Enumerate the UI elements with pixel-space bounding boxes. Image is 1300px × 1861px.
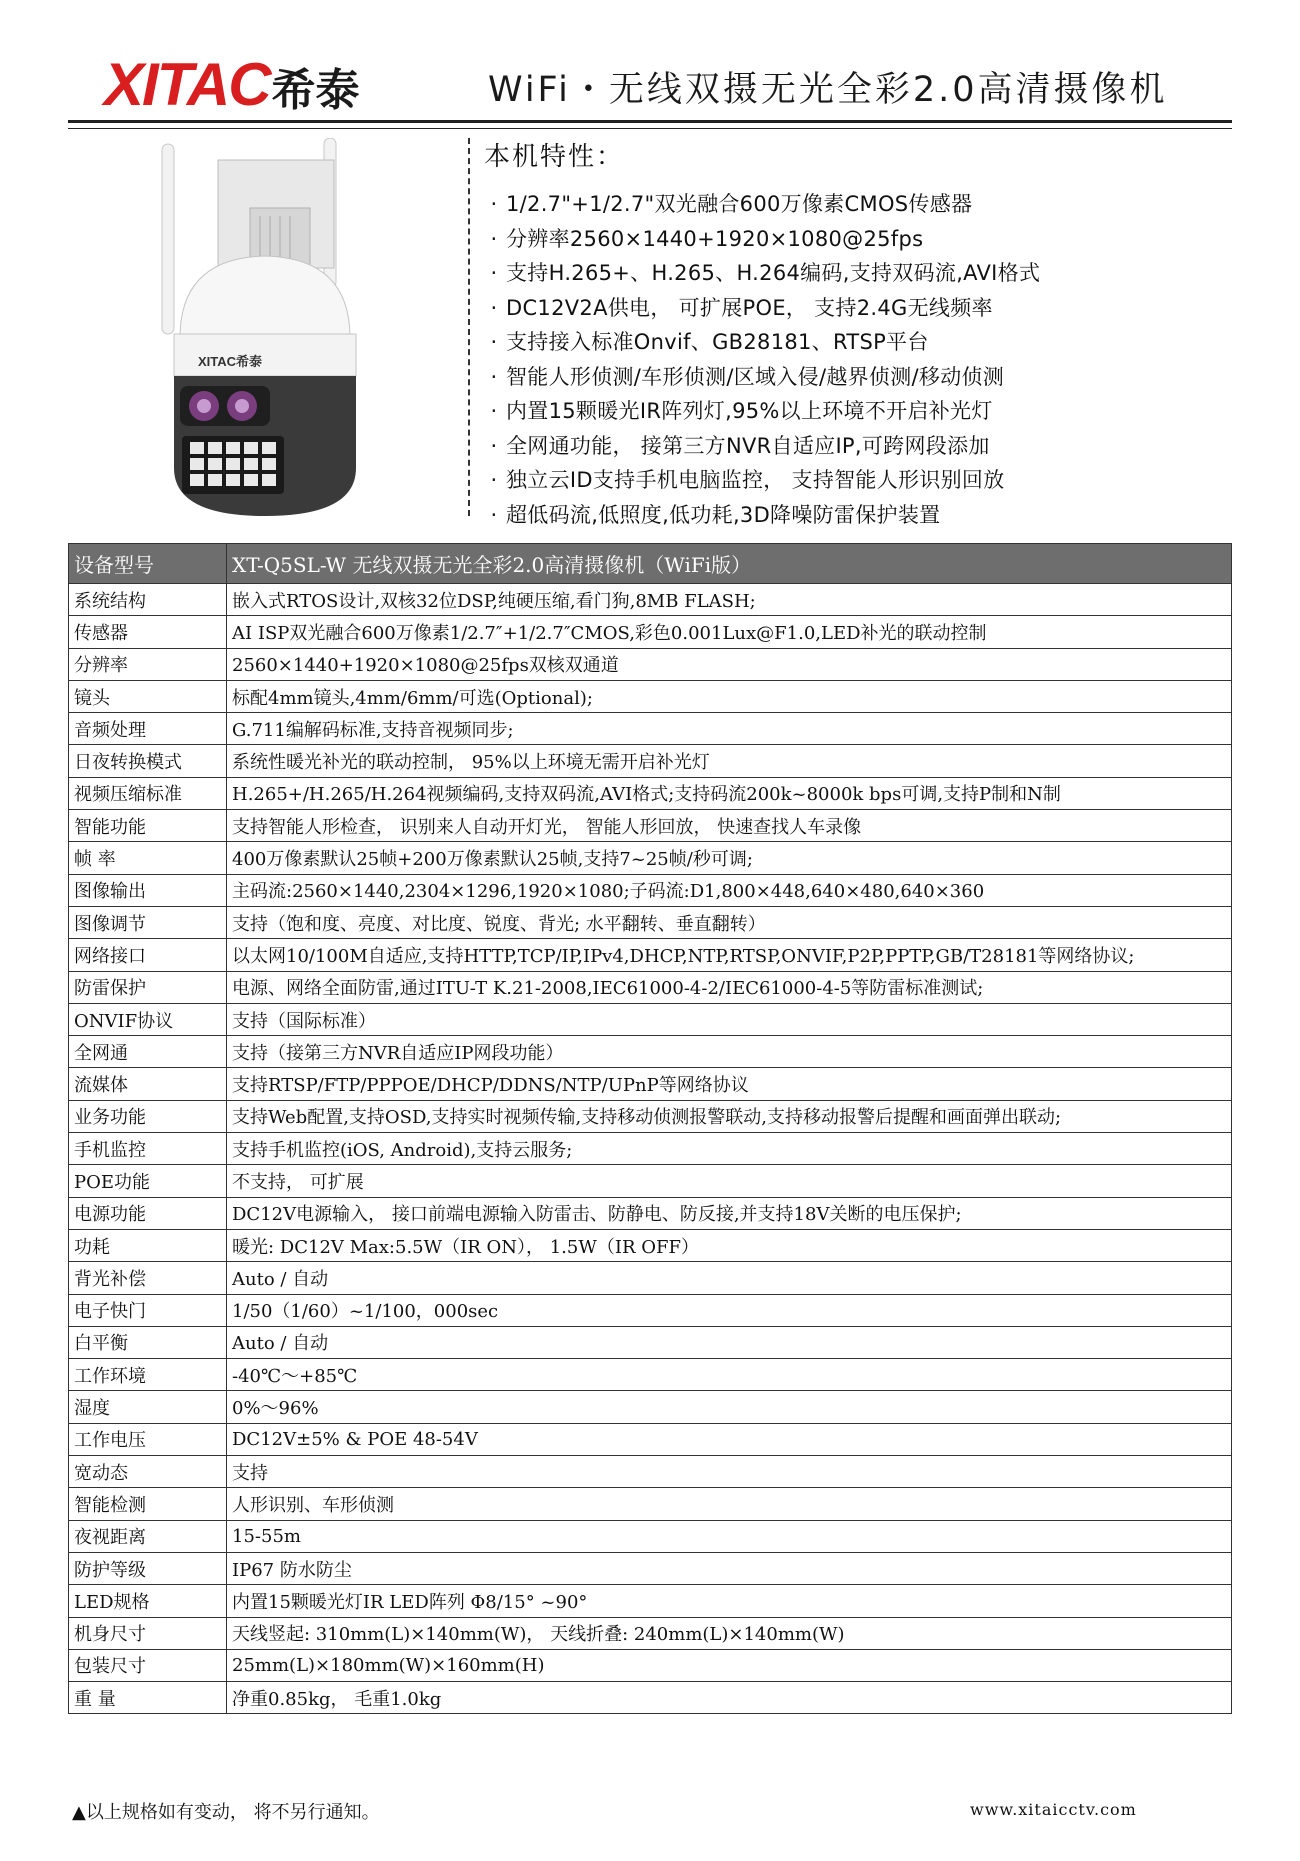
spec-key: 电子快门 bbox=[69, 1294, 227, 1326]
spec-value: G.711编解码标准,支持音视频同步; bbox=[227, 713, 1232, 745]
spec-value: -40℃～+85℃ bbox=[227, 1359, 1232, 1391]
spec-value: 支持Web配置,支持OSD,支持实时视频传输,支持移动侦测报警联动,支持移动报警后提醒和画面弹出联动; bbox=[227, 1100, 1232, 1132]
features-list bbox=[482, 187, 1202, 532]
spec-value: 25mm(L)×180mm(W)×160mm(H) bbox=[227, 1649, 1232, 1681]
spec-row bbox=[69, 584, 1232, 616]
spec-key: 镜头 bbox=[69, 680, 227, 712]
spec-value: 400万像素默认25帧+200万像素默认25帧,支持7~25帧/秒可调; bbox=[227, 842, 1232, 874]
spec-value: 主码流:2560×1440,2304×1296,1920×1080;子码流:D1,800×448,640×480,640×360 bbox=[227, 874, 1232, 906]
footer-url: www.xitaicctv.com bbox=[970, 1800, 1137, 1819]
spec-key: POE功能 bbox=[69, 1165, 227, 1197]
feature-item: · DC12V2A供电， 可扩展POE， 支持2.4G无线频率 bbox=[490, 295, 993, 320]
spec-key: 业务功能 bbox=[69, 1100, 227, 1132]
spec-key: 功耗 bbox=[69, 1229, 227, 1261]
spec-value: 人形识别、车形侦测 bbox=[227, 1488, 1232, 1520]
spec-row bbox=[69, 1003, 1232, 1035]
spec-key: 日夜转换模式 bbox=[69, 745, 227, 777]
features-heading: 本机特性： bbox=[484, 142, 625, 172]
spec-row bbox=[69, 713, 1232, 745]
spec-row bbox=[69, 1552, 1232, 1584]
spec-value: DC12V电源输入， 接口前端电源输入防雷击、防静电、防反接,并支持18V关断的电压保护; bbox=[227, 1197, 1232, 1229]
spec-key: 工作环境 bbox=[69, 1359, 227, 1391]
spec-value: 支持 bbox=[227, 1456, 1232, 1488]
spec-value: 支持（接第三方NVR自适应IP网段功能） bbox=[227, 1036, 1232, 1068]
spec-key: 机身尺寸 bbox=[69, 1617, 227, 1649]
brand-logo bbox=[104, 50, 360, 120]
spec-value: 支持手机监控(iOS, Android),支持云服务; bbox=[227, 1133, 1232, 1165]
spec-row bbox=[69, 1456, 1232, 1488]
spec-value: 0%～96% bbox=[227, 1391, 1232, 1423]
spec-row bbox=[69, 1100, 1232, 1132]
spec-value: IP67 防水防尘 bbox=[227, 1552, 1232, 1584]
spec-value: H.265+/H.265/H.264视频编码,支持双码流,AVI格式;支持码流200k~8000k bps可调,支持P制和N制 bbox=[227, 777, 1232, 809]
spec-key: 图像调节 bbox=[69, 906, 227, 938]
features-section bbox=[482, 136, 1202, 532]
spec-key: 工作电压 bbox=[69, 1423, 227, 1455]
spec-key: 全网通 bbox=[69, 1036, 227, 1068]
spec-row bbox=[69, 1682, 1232, 1714]
spec-key: 防雷保护 bbox=[69, 971, 227, 1003]
spec-key: 网络接口 bbox=[69, 939, 227, 971]
feature-item: · 全网通功能， 接第三方NVR自适应IP,可跨网段添加 bbox=[490, 433, 990, 458]
spec-key: 手机监控 bbox=[69, 1133, 227, 1165]
spec-key: 电源功能 bbox=[69, 1197, 227, 1229]
spec-value: 电源、网络全面防雷,通过ITU-T K.21-2008,IEC61000-4-2/IEC61000-4-5等防雷标准测试; bbox=[227, 971, 1232, 1003]
spec-row bbox=[69, 1326, 1232, 1358]
spec-value: 标配4mm镜头,4mm/6mm/可选(Optional); bbox=[227, 680, 1232, 712]
feature-item: · 独立云ID支持手机电脑监控， 支持智能人形识别回放 bbox=[490, 468, 1005, 492]
spec-key: 重 量 bbox=[69, 1682, 227, 1714]
spec-value: 支持（饱和度、亮度、对比度、锐度、背光; 水平翻转、垂直翻转） bbox=[227, 906, 1232, 938]
spec-row bbox=[69, 842, 1232, 874]
spec-row bbox=[69, 745, 1232, 777]
feature-item: · 支持接入标准Onvif、GB28181、RTSP平台 bbox=[490, 330, 929, 354]
feature-item: · 智能人形侦测/车形侦测/区域入侵/越界侦测/移动侦测 bbox=[490, 364, 1005, 389]
spec-key: 音频处理 bbox=[69, 713, 227, 745]
spec-table bbox=[68, 543, 1232, 1714]
spec-key: 包装尺寸 bbox=[69, 1649, 227, 1681]
spec-key: 系统结构 bbox=[69, 584, 227, 616]
spec-key: 湿度 bbox=[69, 1391, 227, 1423]
spec-value: Auto / 自动 bbox=[227, 1262, 1232, 1294]
spec-row bbox=[69, 1585, 1232, 1617]
feature-item: · 分辨率2560×1440+1920×1080@25fps bbox=[490, 226, 924, 251]
spec-value: 净重0.85kg， 毛重1.0kg bbox=[227, 1682, 1232, 1714]
spec-row bbox=[69, 1391, 1232, 1423]
camera-illustration bbox=[160, 138, 370, 518]
spec-value: 支持RTSP/FTP/PPPOE/DHCP/DDNS/NTP/UPnP等网络协议 bbox=[227, 1068, 1232, 1100]
spec-row bbox=[69, 680, 1232, 712]
page-title: WiFi・无线双摄无光全彩2.0高清摄像机 bbox=[488, 70, 1168, 110]
spec-row bbox=[69, 874, 1232, 906]
spec-value: 嵌入式RTOS设计,双核32位DSP,纯硬压缩,看门狗,8MB FLASH; bbox=[227, 584, 1232, 616]
spec-value: DC12V±5% & POE 48-54V bbox=[227, 1423, 1232, 1455]
spec-key: 分辨率 bbox=[69, 648, 227, 680]
spec-key: 白平衡 bbox=[69, 1326, 227, 1358]
spec-key: LED规格 bbox=[69, 1585, 227, 1617]
spec-row bbox=[69, 1262, 1232, 1294]
spec-row bbox=[69, 616, 1232, 648]
spec-header-key: 设备型号 bbox=[69, 544, 227, 584]
spec-key: 传感器 bbox=[69, 616, 227, 648]
spec-key: 帧 率 bbox=[69, 842, 227, 874]
spec-row bbox=[69, 1133, 1232, 1165]
spec-row bbox=[69, 1649, 1232, 1681]
spec-value: 内置15颗暖光灯IR LED阵列 Φ8/15° ~90° bbox=[227, 1585, 1232, 1617]
spec-key: 宽动态 bbox=[69, 1456, 227, 1488]
spec-row bbox=[69, 1036, 1232, 1068]
spec-key: 流媒体 bbox=[69, 1068, 227, 1100]
spec-row bbox=[69, 1229, 1232, 1261]
spec-value: 支持（国际标准） bbox=[227, 1003, 1232, 1035]
spec-key: 防护等级 bbox=[69, 1552, 227, 1584]
spec-row bbox=[69, 1197, 1232, 1229]
spec-row bbox=[69, 648, 1232, 680]
spec-row bbox=[69, 810, 1232, 842]
spec-row bbox=[69, 1165, 1232, 1197]
feature-divider bbox=[468, 138, 470, 516]
spec-row bbox=[69, 1617, 1232, 1649]
camera-brand-label: XITAC希泰 bbox=[198, 354, 263, 369]
brand-logo-latin: XITAC bbox=[104, 51, 270, 118]
spec-value: AI ISP双光融合600万像素1/2.7″+1/2.7″CMOS,彩色0.001Lux@F1.0,LED补光的联动控制 bbox=[227, 616, 1232, 648]
spec-row bbox=[69, 971, 1232, 1003]
brand-logo-cn: 希泰 bbox=[271, 65, 360, 116]
spec-value: 2560×1440+1920×1080@25fps双核双通道 bbox=[227, 648, 1232, 680]
header-rule bbox=[68, 120, 1232, 123]
spec-key: 夜视距离 bbox=[69, 1520, 227, 1552]
header bbox=[68, 50, 1232, 120]
spec-value: 不支持， 可扩展 bbox=[227, 1165, 1232, 1197]
spec-value: 15-55m bbox=[227, 1520, 1232, 1552]
spec-header-row bbox=[69, 544, 1232, 584]
feature-item: · 内置15颗暖光IR阵列灯,95%以上环境不开启补光灯 bbox=[490, 399, 993, 423]
spec-key: 智能检测 bbox=[69, 1488, 227, 1520]
spec-row bbox=[69, 1359, 1232, 1391]
spec-value: Auto / 自动 bbox=[227, 1326, 1232, 1358]
spec-key: 图像输出 bbox=[69, 874, 227, 906]
spec-row bbox=[69, 1294, 1232, 1326]
feature-item: · 支持H.265+、H.265、H.264编码,支持双码流,AVI格式 bbox=[490, 261, 1041, 285]
product-image bbox=[160, 138, 370, 518]
spec-value: 暖光: DC12V Max:5.5W（IR ON）， 1.5W（IR OFF） bbox=[227, 1229, 1232, 1261]
spec-value: 1/50（1/60）~1/100，000sec bbox=[227, 1294, 1232, 1326]
spec-key: 视频压缩标准 bbox=[69, 777, 227, 809]
feature-item: · 超低码流,低照度,低功耗,3D降噪防雷保护装置 bbox=[490, 502, 941, 527]
spec-header-value: XT-Q5SL-W 无线双摄无光全彩2.0高清摄像机（WiFi版） bbox=[227, 544, 1232, 584]
spec-row bbox=[69, 1520, 1232, 1552]
spec-key: 智能功能 bbox=[69, 810, 227, 842]
footer-note: ▲以上规格如有变动， 将不另行通知。 bbox=[72, 1802, 380, 1823]
spec-key: 背光补偿 bbox=[69, 1262, 227, 1294]
spec-row bbox=[69, 1423, 1232, 1455]
header-rule-thin bbox=[68, 128, 1232, 129]
spec-value: 支持智能人形检查， 识别来人自动开灯光， 智能人形回放， 快速查找人车录像 bbox=[227, 810, 1232, 842]
feature-item: · 1/2.7"+1/2.7"双光融合600万像素CMOS传感器 bbox=[490, 192, 973, 216]
spec-value: 系统性暖光补光的联动控制， 95%以上环境无需开启补光灯 bbox=[227, 745, 1232, 777]
spec-row bbox=[69, 1068, 1232, 1100]
spec-row bbox=[69, 777, 1232, 809]
spec-value: 以太网10/100M自适应,支持HTTP,TCP/IP,IPv4,DHCP,NTP,RTSP,ONVIF,P2P,PPTP,GB/T28181等网络协议; bbox=[227, 939, 1232, 971]
spec-key: ONVIF协议 bbox=[69, 1003, 227, 1035]
spec-value: 天线竖起: 310mm(L)×140mm(W)， 天线折叠: 240mm(L)×140mm(W) bbox=[227, 1617, 1232, 1649]
spec-row bbox=[69, 1488, 1232, 1520]
spec-row bbox=[69, 939, 1232, 971]
spec-row bbox=[69, 906, 1232, 938]
